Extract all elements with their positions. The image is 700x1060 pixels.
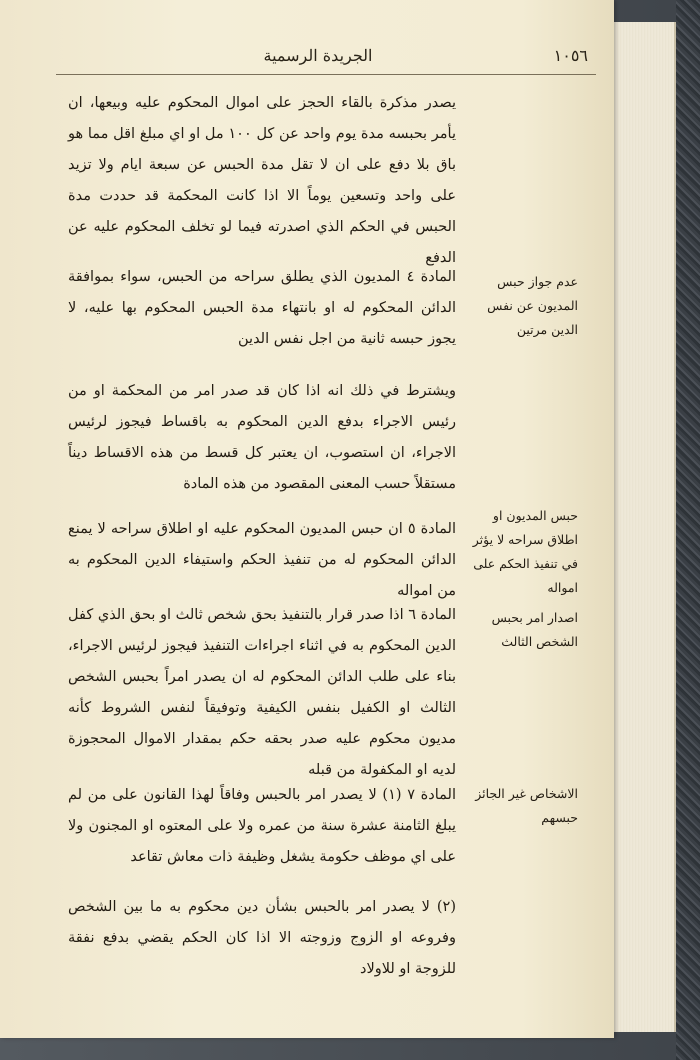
paragraph-text: المادة ٦ اذا صدر قرار بالتنفيذ بحق شخص ثالث او بحق الذي كفل الدين المحكوم به في اثناء اجراءات التنفيذ فيجوز لرئيس الاجراء، بناء على طلب الدائن المحكوم له ان يصدر امراً بحبس الشخص الثالث او الكفيل بنفس الكيفية وتوفيقاً لنفس الشروط كأنه مديون محكوم عليه صدر بحقه حكم بمقدار الاموال المحجوزة لديه او المكفولة من قبله — [68, 607, 456, 778]
article-4-proviso — [68, 376, 456, 500]
paragraph-text: (٢) لا يصدر امر بالحبس بشأن دين محكوم به ما بين الشخص وفروعه او الزوج وزوجته الا اذا كان الحكم يقضي بدفع نفقة للزوجة او للاولاد — [68, 899, 456, 977]
paragraph-text: المادة ٤ المديون الذي يطلق سراحه من الحبس، سواء بموافقة الدائن المحكوم له او بانتهاء مدة الحبس المحكوم بها عليه، لا يجوز حبسه ثانية من اجل نفس الدين — [68, 269, 456, 347]
margin-note-article-6 — [460, 606, 578, 654]
paragraph-continuation — [68, 88, 456, 274]
header-rule — [56, 74, 596, 75]
page-number: ١٠٥٦ — [553, 46, 588, 65]
page-edges — [612, 22, 676, 1032]
margin-note-article-4 — [460, 270, 578, 342]
margin-note-text: عدم جواز حبس المديون عن نفس الدين مرتين — [487, 274, 578, 337]
article-4 — [68, 262, 456, 355]
margin-note-article-5 — [460, 504, 578, 600]
article-6 — [68, 600, 456, 786]
margin-note-text: الاشخاص غير الجائز حبسهم — [475, 786, 578, 825]
book-cover-cloth — [676, 0, 700, 1060]
paragraph-text: المادة ٧ (١) لا يصدر امر بالحبس وفاقاً لهذا القانون على من لم يبلغ الثامنة عشرة سنة من عمره ولا على المعتوه او المجنون ولا على اي موظف حكومة يشغل وظيفة ذات معاش تقاعد — [68, 787, 456, 865]
article-7-clause-1 — [68, 780, 456, 873]
paragraph-text: المادة ٥ ان حبس المديون المحكوم عليه او اطلاق سراحه لا يمنع الدائن المحكوم له من تنفيذ الحكم واستيفاء الدين المحكوم به من امواله — [68, 521, 456, 599]
paragraph-text: ويشترط في ذلك انه اذا كان قد صدر امر من المحكمة او من رئيس الاجراء بدفع الدين المحكوم به باقساط فيجوز لرئيس الاجراء، ان استصوب، ان يعتبر كل قسط من هذه الاقساط ديناً مستقلاً حسب المعنى المقصود من هذه المادة — [68, 383, 456, 492]
paragraph-text: يصدر مذكرة بالقاء الحجز على اموال المحكوم عليه وبيعها، ان يأمر بحبسه مدة يوم واحد عن كل ١٠٠ مل او اي مبلغ اقل مما هو باق بلا دفع على ان لا تقل مدة الحبس عن سبعة ايام ولا تزيد على واحد وتسعين يوماً الا اذا كانت المحكمة قد حددت مدة الحبس في الحكم الذي اصدرته فيما لو تخلف المحكوم عليه عن الدفع — [68, 95, 457, 266]
article-5 — [68, 514, 456, 607]
article-7-clause-2 — [68, 892, 456, 985]
margin-note-text: اصدار امر بحبس الشخص الثالث — [491, 610, 578, 649]
running-header — [58, 40, 588, 74]
margin-note-text: حبس المديون او اطلاق سراحه لا يؤثر في تنفيذ الحكم على امواله — [472, 508, 578, 595]
gazette-title: الجريدة الرسمية — [263, 46, 373, 65]
margin-note-article-7 — [460, 782, 578, 830]
